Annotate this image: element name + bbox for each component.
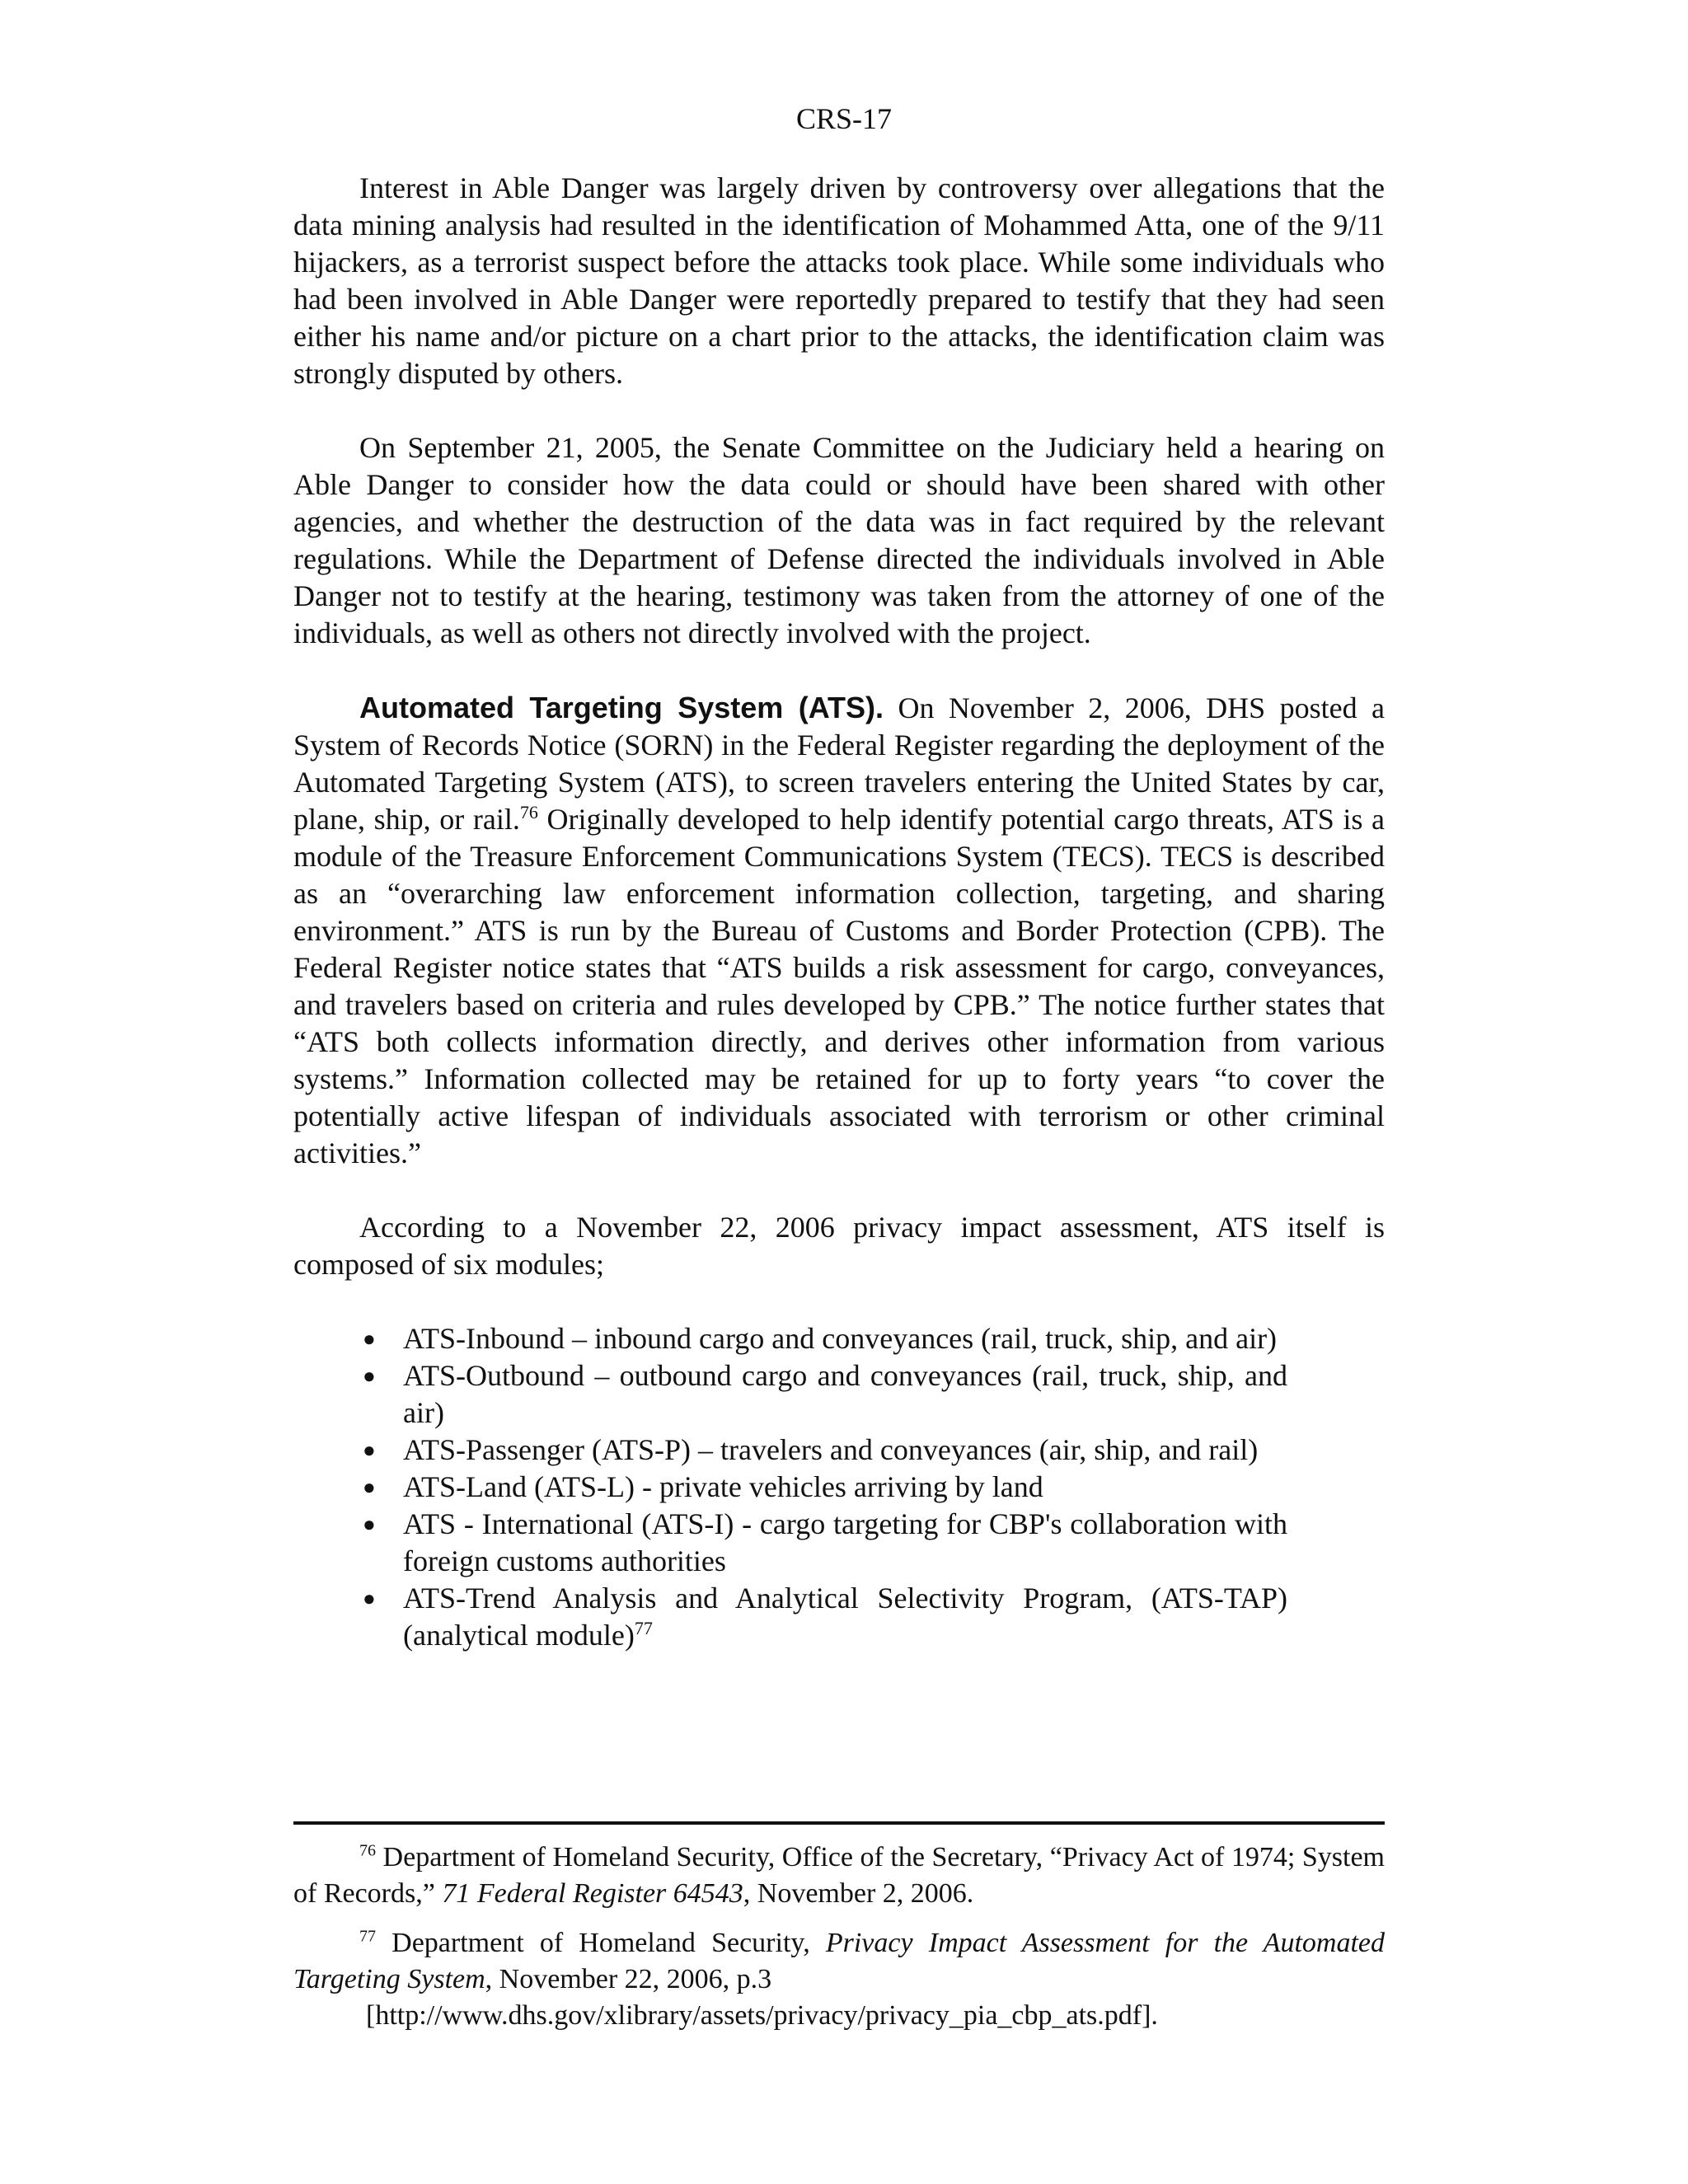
footnote-divider: [293, 1821, 1385, 1825]
footnote-77: $^{77}$ Department of Homeland Security, Privacy Impact Assessment for the Automated Targeting System, November 22, 2006, p.3 [http://www.dhs.gov/xlibrary/assets/privacy/privacy_pia_cbp_ats.pdf].: [293, 1925, 1385, 2034]
list-item: ● ATS-Outbound – outbound cargo and conveyances (rail, truck, ship, and air): [363, 1359, 1287, 1429]
bullet-icon: ●: [363, 1586, 376, 1610]
footnote-citation-title: Privacy Impact Assessment for the Automated Targeting System: [293, 1928, 1385, 1994]
ats-modules-list: [293, 1320, 1287, 1654]
body-text: [293, 170, 1385, 1654]
footnote-citation-title: 71 Federal Register 64543: [442, 1878, 743, 1909]
footnote-ref-77[interactable]: 77: [634, 1618, 653, 1638]
footnotes: [293, 1840, 1385, 2034]
paragraph-ats-modules-intro: According to a November 22, 2006 privacy impact assessment, ATS itself is composed of six modules;: [293, 1211, 1385, 1281]
bullet-icon: ●: [363, 1475, 376, 1499]
list-item: ● ATS - International (ATS-I) - cargo targeting for CBP's collaboration with foreign customs authorities: [363, 1507, 1287, 1577]
footnote-url-link[interactable]: [http://www.dhs.gov/xlibrary/assets/privacy/privacy_pia_cbp_ats.pdf].: [366, 2000, 1158, 2031]
footnote-number: 77: [359, 1927, 376, 1946]
footnote-76: $^{76}$ Department of Homeland Security, Office of the Secretary, “Privacy Act of 1974; System of Records,” 71 Federal Register 64543, November 2, 2006.: [293, 1841, 1385, 1909]
paragraph-ats: [293, 689, 1385, 1172]
paragraph-ats-text-a: On November 2, 2006, DHS posted a System of Records Notice (SORN) in the Federal Register regarding the deployment of the Automated Targeting System (ATS), to screen travelers entering the United States by car, plane, ship, or rail.: [293, 691, 1386, 836]
paragraph-senate-hearing: On September 21, 2005, the Senate Committee on the Judiciary held a hearing on Able Danger to consider how the data could or should have been shared with other agencies, and whether the destruction of the data was in fact required by the relevant regulations. While the Department of Defense directed the individuals involved in Able Danger not to testify at the hearing, testimony was taken from the attorney of one of the individuals, as well as others not directly involved with the project.: [293, 431, 1385, 649]
bullet-icon: ●: [363, 1512, 376, 1536]
list-item: ● ATS-Land (ATS-L) - private vehicles arriving by land: [293, 1469, 1287, 1506]
section-heading-ats: Automated Targeting System (ATS).: [359, 691, 884, 724]
list-item: ● ATS-Trend Analysis and Analytical Selectivity Program, (ATS-TAP) (analytical module)$^{77}$: [363, 1582, 1287, 1652]
footnote-ref-76[interactable]: 76: [519, 802, 538, 823]
paragraph-ats-text-b: Originally developed to help identify potential cargo threats, ATS is a module of the Treasure Enforcement Communications System (TECS). TECS is described as an “overarching law enforcement information collection, targeting, and sharing environment.” ATS is run by the Bureau of Customs and Border Protection (CPB). The Federal Register notice states that “ATS builds a risk assessment for cargo, conveyances, and travelers based on criteria and rules developed by CPB.” The notice further states that “ATS both collects information directly, and derives other information from various systems.” Information collected may be retained for up to forty years “to cover the potentially active lifespan of individuals associated with terrorism or other criminal activities.”: [293, 803, 1386, 1169]
footnote-number: 76: [359, 1841, 376, 1860]
list-item: ● ATS-Inbound – inbound cargo and conveyances (rail, truck, ship, and air): [293, 1320, 1287, 1357]
list-item: ● ATS-Passenger (ATS-P) – travelers and conveyances (air, ship, and rail): [293, 1432, 1287, 1469]
bullet-icon: ●: [363, 1438, 376, 1462]
paragraph-able-danger-interest: Interest in Able Danger was largely driven by controversy over allegations that the data mining analysis had resulted in the identification of Mohammed Atta, one of the 9/11 hijackers, as a terrorist suspect before the attacks took place. While some individuals who had been involved in Able Danger were reportedly prepared to testify that they had seen either his name and/or picture on a chart prior to the attacks, the identification claim was strongly disputed by others.: [293, 171, 1385, 390]
bullet-icon: ●: [363, 1327, 376, 1351]
bullet-icon: ●: [363, 1364, 376, 1388]
page-header: CRS-17: [795, 102, 893, 135]
